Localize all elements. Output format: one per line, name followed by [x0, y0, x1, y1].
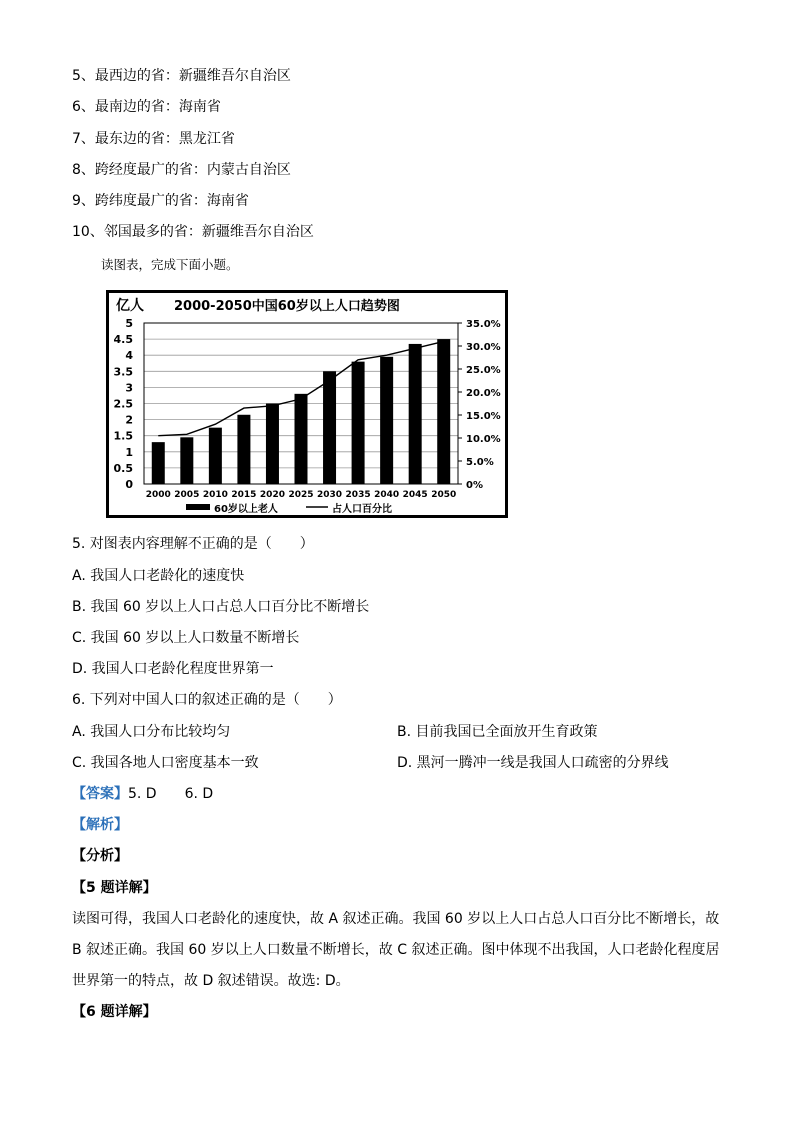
x-tick-label: 2020: [259, 490, 285, 500]
right-tick-label: 10.0%: [466, 434, 501, 445]
bar-2050: [437, 339, 450, 484]
right-tick-label: 15.0%: [466, 411, 501, 422]
bar-2000: [152, 442, 165, 484]
q5-option-c: C. 我国 60 岁以上人口数量不断增长: [72, 630, 300, 646]
detail5-paragraph: [72, 904, 724, 997]
x-tick-label: 2050: [431, 490, 457, 500]
fenxi-heading: 【分析】: [72, 848, 128, 864]
detail5-heading: 【5 题详解】: [72, 880, 157, 896]
x-tick-label: 2015: [231, 490, 257, 500]
bar-2035: [352, 362, 365, 484]
list-item-7: 7、最东边的省：黑龙江省: [72, 131, 235, 147]
answer-tag: 【答案】: [72, 786, 128, 802]
right-tick-label: 20.0%: [466, 388, 501, 399]
answer-line: [72, 784, 213, 804]
detail5-line-2: B 叙述正确。我国 60 岁以上人口数量不断增长，故 C 叙述正确。图中体现不出我国，人口老龄化程度居: [72, 942, 720, 958]
x-tick-label: 2025: [288, 490, 314, 500]
list-item-10: 10、邻国最多的省：新疆维吾尔自治区: [72, 224, 314, 240]
right-tick-label: 0%: [466, 480, 483, 491]
x-tick-label: 2040: [374, 490, 400, 500]
chart-svg: [106, 290, 508, 518]
right-tick-label: 25.0%: [466, 365, 501, 376]
left-tick-label: 1: [125, 445, 133, 459]
left-tick-label: 0.5: [113, 461, 133, 475]
left-tick-label: 1.5: [113, 429, 133, 443]
population-chart: [106, 290, 508, 518]
q6-stem: 6. 下列对中国人口的叙述正确的是（ ）: [72, 692, 342, 708]
left-tick-label: 3.5: [113, 365, 133, 379]
bar-2025: [295, 394, 308, 484]
bar-2015: [237, 415, 250, 484]
q5-option-d: D. 我国人口老龄化程度世界第一: [72, 661, 274, 677]
list-item-9: 9、跨纬度最广的省：海南省: [72, 193, 249, 209]
x-tick-label: 2005: [174, 490, 200, 500]
right-tick-label: 35.0%: [466, 319, 501, 330]
bar-2030: [323, 371, 336, 484]
answer-text: 5. D 6. D: [128, 786, 214, 802]
left-tick-label: 4: [125, 349, 133, 363]
bar-2040: [380, 357, 393, 484]
detail5-line-1: 读图可得，我国人口老龄化的速度快，故 A 叙述正确。我国 60 岁以上人口占总人口百分比不断增长，故: [72, 911, 720, 927]
list-item-6: 6、最南边的省：海南省: [72, 99, 221, 115]
chart-legend: [186, 502, 392, 515]
legend-bar-label: 60岁以上老人: [214, 504, 278, 515]
left-tick-label: 3: [125, 381, 133, 395]
chart-left-unit: 亿人: [116, 298, 144, 314]
q5-stem: 5. 对图表内容理解不正确的是（ ）: [72, 536, 314, 552]
chart-title: 2000-2050中国60岁以上人口趋势图: [174, 299, 400, 314]
instruction: 读图表，完成下面小题。: [101, 257, 239, 272]
detail6-heading: 【6 题详解】: [72, 1004, 157, 1020]
legend-line-label: 占人口百分比: [332, 504, 392, 515]
left-tick-label: 2.5: [113, 397, 133, 411]
list-item-8: 8、跨经度最广的省：内蒙古自治区: [72, 162, 291, 178]
x-tick-label: 2000: [145, 490, 171, 500]
left-tick-label: 0: [125, 478, 133, 491]
x-tick-label: 2045: [402, 490, 428, 500]
x-tick-label: 2030: [317, 490, 343, 500]
q6-option-c: C. 我国各地人口密度基本一致: [72, 755, 259, 771]
x-tick-label: 2035: [345, 490, 371, 500]
bar-2005: [180, 437, 193, 484]
x-tick-label: 2010: [202, 490, 228, 500]
right-tick-label: 30.0%: [466, 342, 501, 353]
bar-2020: [266, 404, 279, 485]
left-tick-label: 2: [125, 413, 133, 427]
legend-bar-swatch: [186, 504, 210, 510]
q6-option-d: D. 黑河一腾冲一线是我国人口疏密的分界线: [397, 755, 669, 771]
left-tick-label: 4.5: [113, 333, 133, 347]
q6-option-b: B. 目前我国已全面放开生育政策: [397, 724, 598, 740]
left-tick-label: 5: [125, 317, 133, 330]
list-item-5: 5、最西边的省：新疆维吾尔自治区: [72, 68, 291, 84]
right-tick-label: 5.0%: [466, 457, 494, 468]
chart-bars: [152, 339, 450, 484]
q5-option-b: B. 我国 60 岁以上人口占总人口百分比不断增长: [72, 599, 370, 615]
q6-option-a: A. 我国人口分布比较均匀: [72, 724, 231, 740]
bar-2045: [409, 344, 422, 484]
bar-2010: [209, 428, 222, 484]
detail5-line-3: 世界第一的特点，故 D 叙述错误。故选: D。: [72, 973, 350, 989]
q5-option-a: A. 我国人口老龄化的速度快: [72, 568, 245, 584]
analysis-tag: 【解析】: [72, 817, 128, 833]
